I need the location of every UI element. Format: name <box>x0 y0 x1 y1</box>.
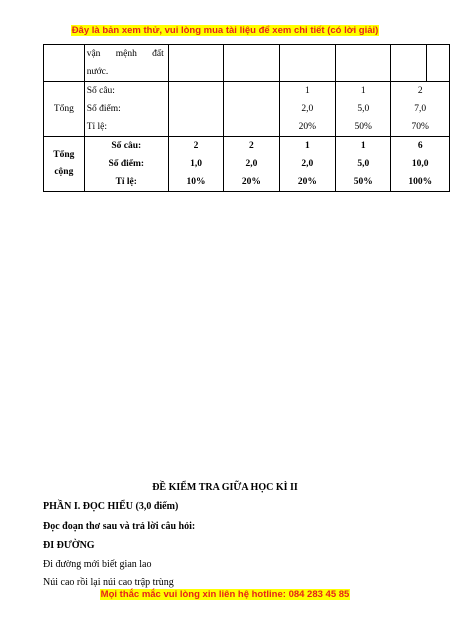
preview-banner-text: Đây là bản xem thử, vui lòng mua tài liệu để xem chi tiết (có lời giải) <box>71 25 379 36</box>
poem-title: ĐI ĐƯỜNG <box>43 540 95 551</box>
cell-text: 70% <box>411 122 429 132</box>
value-cell <box>279 137 335 192</box>
cell-text: 5,0 <box>357 159 370 169</box>
cell-text: 2 <box>249 141 254 151</box>
cell-text: 2,0 <box>245 159 258 169</box>
cell-text: 1,0 <box>190 159 202 169</box>
table-row <box>44 82 450 137</box>
cell-text: 2 <box>193 141 199 151</box>
label-cell <box>84 82 168 137</box>
table-row <box>44 45 450 82</box>
cell-text: Tỉ lệ: <box>115 177 137 187</box>
preview-banner <box>0 25 450 36</box>
cell-text: 1 <box>304 141 310 151</box>
hotline-banner-text: Mọi thắc mắc vui lòng xin liên hệ hotline: 084 283 45 85 <box>100 589 350 600</box>
label-cell <box>84 137 168 192</box>
cell-text: 1 <box>360 141 366 151</box>
cell-text: Số câu: <box>111 141 142 151</box>
row-group-label: Tổng cộng <box>44 137 85 192</box>
cell-text: 10% <box>186 177 206 187</box>
cell-text: 20% <box>297 177 317 187</box>
cell-text: nước. <box>86 67 109 77</box>
cell-text: Số điểm: <box>108 159 145 169</box>
value-cell <box>168 137 223 192</box>
part1-heading: PHẦN I. ĐỌC HIỂU (3,0 điểm) <box>43 501 179 512</box>
cell-text: Tỉ lệ: <box>86 122 108 132</box>
cell-text: 100% <box>408 177 433 187</box>
value-cell <box>336 137 391 192</box>
cell-text: Số điểm: <box>86 104 121 114</box>
cell-text: 7,0 <box>414 104 427 114</box>
table-cell-content <box>84 45 168 82</box>
table-row <box>44 137 450 192</box>
cell-text: 20% <box>298 122 317 132</box>
cell-text: 2,0 <box>301 159 314 169</box>
poem-line: Đi đường mới biết gian lao <box>43 559 152 570</box>
row-group-label: Tổng <box>44 82 85 137</box>
cell-text: Số câu: <box>86 86 115 96</box>
cell-text: 2,0 <box>301 104 314 114</box>
cell-text: 20% <box>241 177 261 187</box>
value-cell <box>391 82 450 137</box>
value-cell <box>224 137 279 192</box>
cell-text: 50% <box>353 177 373 187</box>
value-cell <box>279 82 335 137</box>
value-cell <box>391 137 450 192</box>
value-cell <box>336 82 391 137</box>
cell-text: 6 <box>417 141 423 151</box>
cell-text: 2 <box>417 86 423 96</box>
matrix-table <box>43 44 450 192</box>
cell-text: 1 <box>360 86 366 96</box>
cell-text: 10,0 <box>411 159 429 169</box>
cell-text: 5,0 <box>357 104 370 114</box>
cell-text: 50% <box>354 122 372 132</box>
exam-title: ĐỀ KIỂM TRA GIỮA HỌC KÌ II <box>152 482 298 493</box>
cell-text: 1 <box>304 86 310 96</box>
poem-line: Núi cao rồi lại núi cao trập trùng <box>43 577 174 588</box>
cell-text: vận mệnh đất <box>86 49 164 59</box>
instruction: Đọc đoạn thơ sau và trả lời câu hỏi: <box>43 521 196 532</box>
hotline-banner <box>0 589 450 600</box>
